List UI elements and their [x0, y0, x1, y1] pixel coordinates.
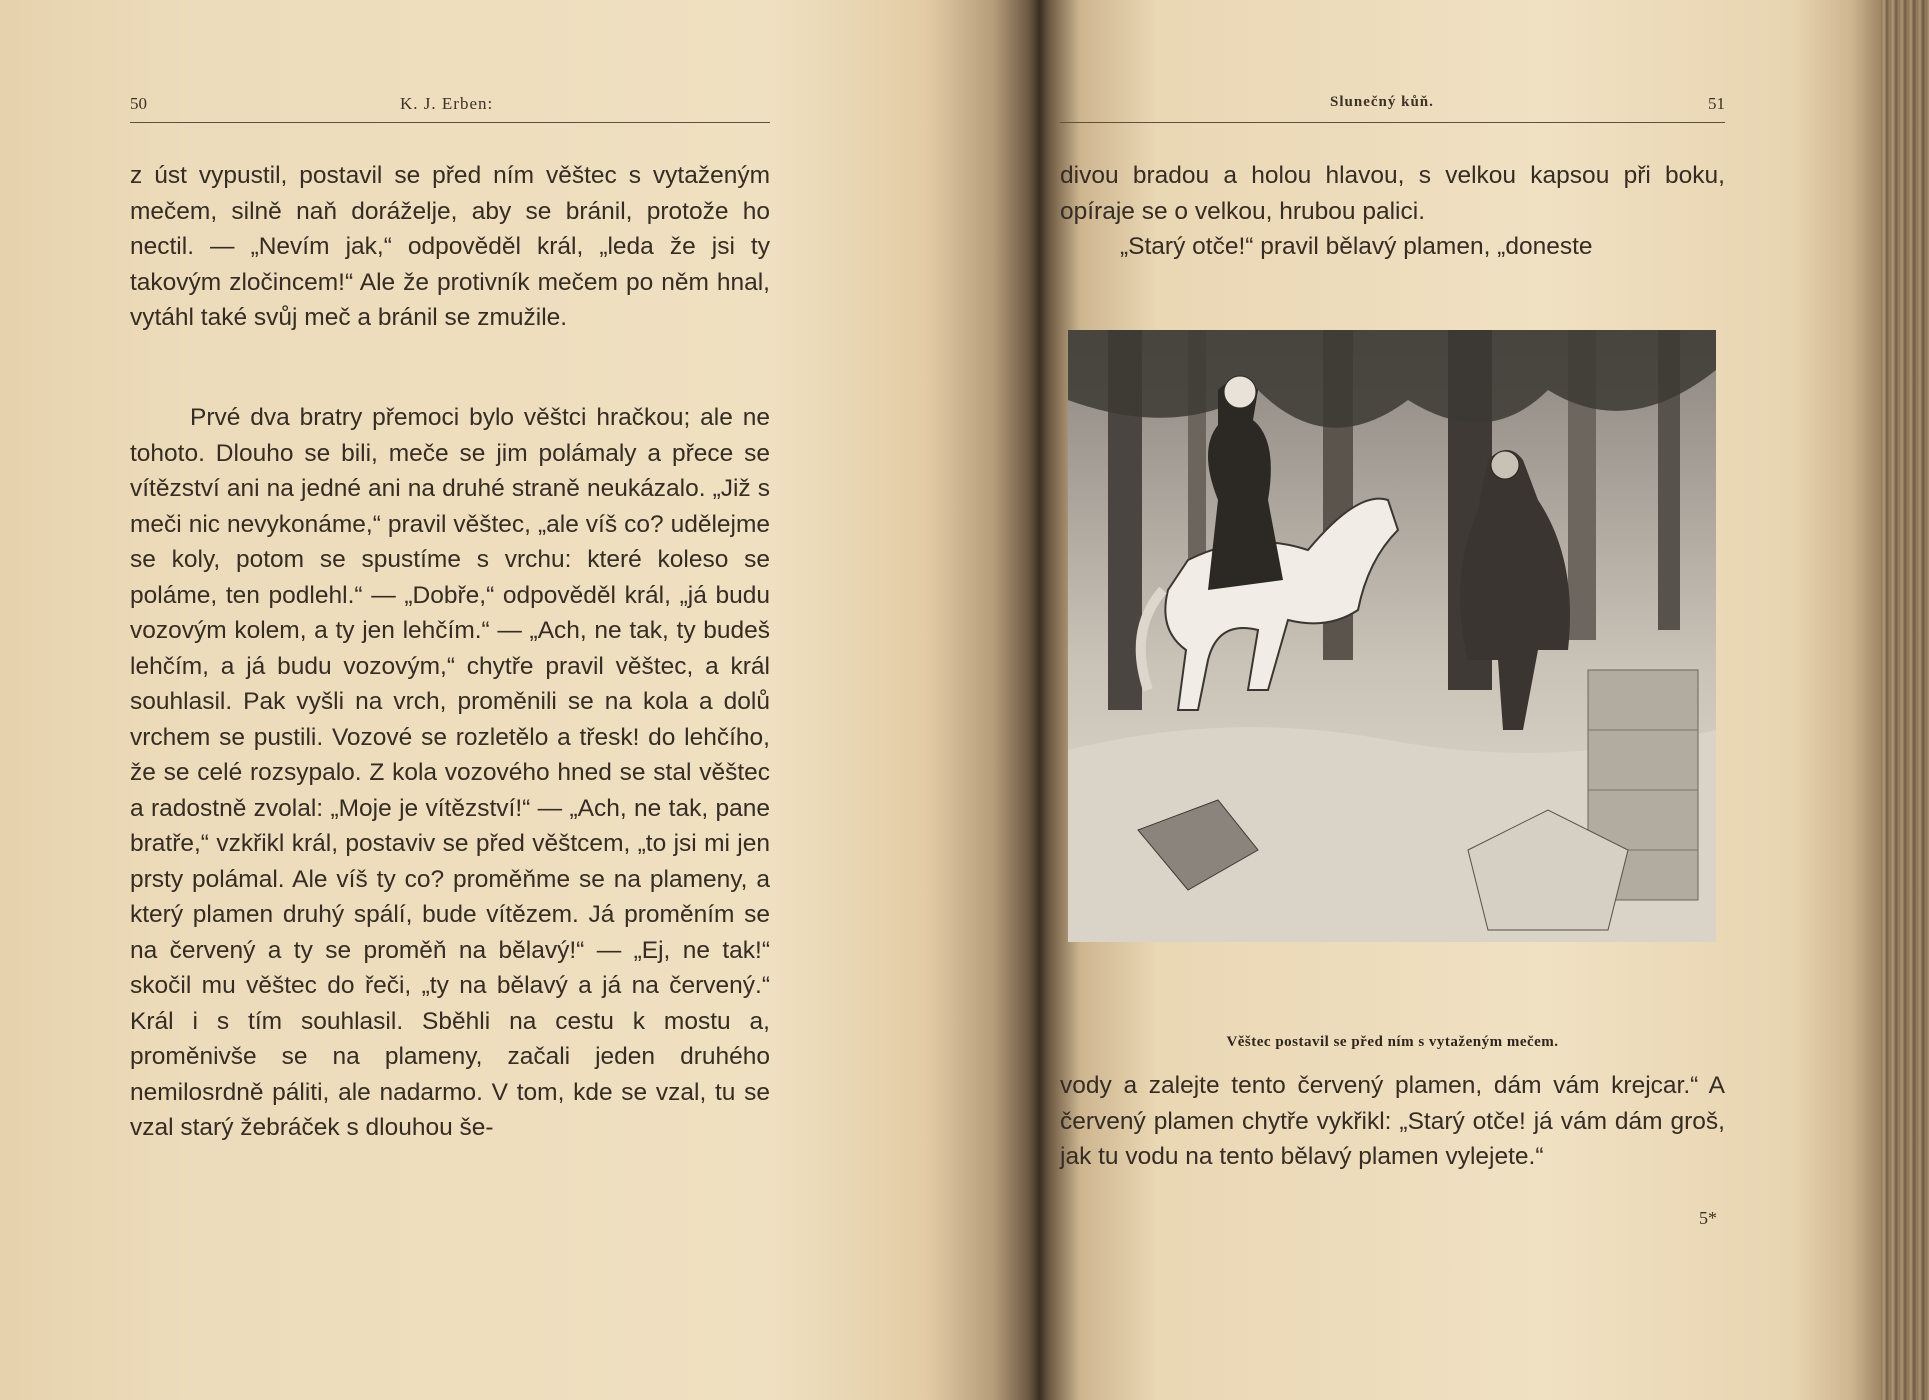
- right-page: [1060, 0, 1725, 1400]
- paragraph-text: divou bradou a holou hlavou, s velkou kapsou při boku, opíraje se o velkou, hrubou palici.: [1060, 162, 1725, 225]
- page-edges: [1881, 0, 1929, 1400]
- left-paragraph-continuation: [130, 158, 770, 336]
- illustration-caption: Věštec postavil se před ním s vytaženým mečem.: [1226, 1034, 1559, 1050]
- left-paragraph-main: [130, 400, 770, 1146]
- signature-mark: 5*: [1699, 1208, 1717, 1228]
- right-paragraph-bottom: [1060, 1068, 1725, 1175]
- paragraph-text: Prvé dva bratry přemoci bylo věštci hračkou; ale ne tohoto. Dlouho se bili, meče se jim polámaly a přece se vítězství ani na jedné ani na druhé straně neukázalo. „Již s meči nic nevykonáme,“ pravil věštec, „ale víš co? udělejme se koly, potom se spustíme s vrchu: které koleso se poláme, ten podlehl.“ — „Dobře,“ odpověděl král, „já budu vozovým kolem, a ty jen lehčím.“ — „Ach, ne tak, ty budeš lehčím, a já budu vozovým,“ chytře pravil věštec, a král souhlasil. Pak vyšli na vrch, proměnili se na kola a dolů vrchem se pustili. Vozové se rozletělo a třesk! do lehčího, že se celé rozsypalo. Z kola vozového hned se stal věštec a radostně zvolal: „Moje je vítězství!“ — „Ach, ne tak, pane bratře,“ vzkřikl král, postaviv se před věštcem, „to jsi mi jen prsty polámal. Ale víš ty co? proměňme se na plameny, a který plamen druhý spálí, bude vítězem. Já proměním se na červený a ty se proměň na bělavý!“ — „Ej, ne tak!“ skočil mu věštec do řeči, „ty na bělavý a já na červený.“ Král i s tím souhlasil. Sběhli na cestu k mostu a, proměnivše se na plameny, začali jeden druhého nemilosrdně páliti, ale nadarmo. V tom, kde se vzal, tu se vzal starý žebráček s dlouhou še-: [130, 404, 770, 1141]
- page-number-right: 51: [1708, 94, 1725, 113]
- left-page: [120, 0, 780, 1400]
- paragraph-text: z úst vypustil, postavil se před ním věštec s vytaženým mečem, silně naň doráželje, aby se bránil, protože ho nectil. — „Nevím jak,“ odpověděl král, „leda že jsi ty takovým zločincem!“ Ale že protivník mečem po něm hnal, vytáhl také svůj meč a bránil se zmužile.: [130, 162, 770, 331]
- left-page-header: [120, 90, 780, 124]
- header-rule-left: [130, 122, 770, 123]
- header-rule-right: [1060, 122, 1725, 123]
- page-number-left: 50: [130, 94, 147, 113]
- paragraph-text: vody a zalejte tento červený plamen, dám vám krejcar.“ A červený plamen chytře vykřikl: „Starý otče! já vám dám groš, jak tu vodu na tento bělavý plamen vylejete.“: [1060, 1072, 1725, 1170]
- running-head-left: K. J. Erben:: [400, 94, 494, 113]
- right-paragraph-top: [1060, 158, 1725, 265]
- right-page-header: [1060, 90, 1725, 124]
- illustration-knight-and-seer: [1068, 330, 1716, 942]
- running-head-right: Slunečný kůň.: [1330, 94, 1434, 110]
- paragraph-text: „Starý otče!“ pravil bělavý plamen, „doneste: [1120, 233, 1593, 260]
